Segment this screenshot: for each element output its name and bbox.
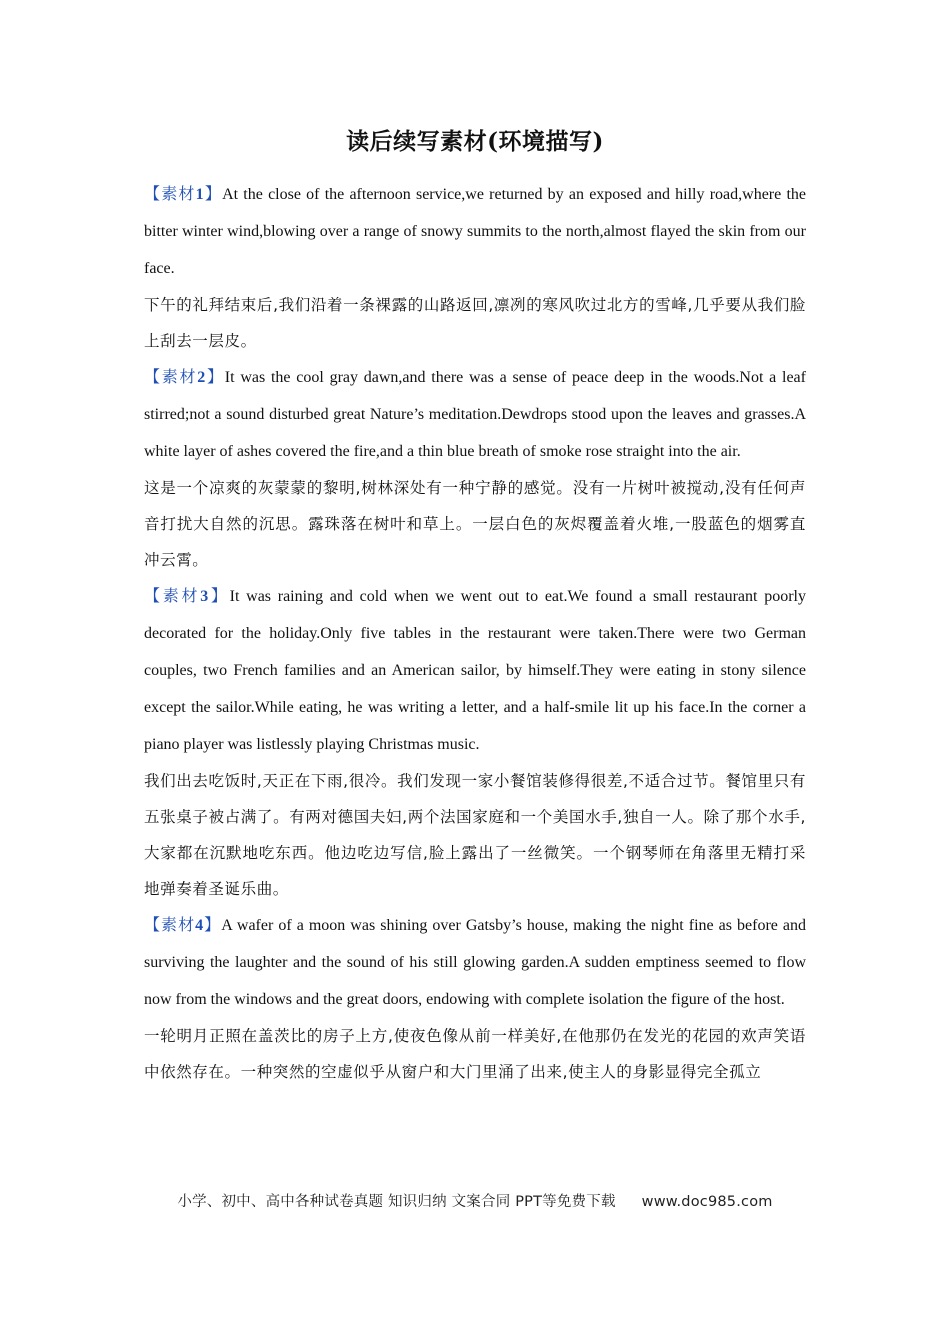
footer-text: 小学、初中、高中各种试卷真题 知识归纳 文案合同 PPT等免费下载	[177, 1194, 616, 1210]
material-1-english-text: At the close of the afternoon service,we returned by an exposed and hilly road,where the bitter winter wind,blowing over a range of snowy summits to the north,almost flayed the skin from our face.	[144, 186, 806, 277]
material-number: 2	[197, 369, 206, 386]
footer-url[interactable]: www.doc985.com	[641, 1194, 773, 1210]
material-2-chinese: 这是一个凉爽的灰蒙蒙的黎明,树林深处有一种宁静的感觉。没有一片树叶被搅动,没有任何声音打扰大自然的沉思。露珠落在树叶和草上。一层白色的灰烬覆盖着火堆,一股蓝色的烟雾直冲云霄。	[144, 479, 806, 569]
page-footer	[0, 1190, 950, 1211]
material-3-english-text: It was raining and cold when we went out to eat.We found a small restaurant poorly decorated for the holiday.Only five tables in the restaurant were taken.There were two German couples, two French families and an American sailor, by himself.They were eating in stony silence except the sailor.While eating, he was writing a letter, and a half-smile lit up his face.In the corner a piano player was listlessly playing Christmas music.	[144, 588, 806, 753]
material-4-english-text: A wafer of a moon was shining over Gatsby’s house, making the night fine as before and surviving the laughter and the sound of his still glowing garden.A sudden emptiness seemed to flow now from the windows and the great doors, endowing with complete isolation the figure of the host.	[144, 917, 806, 1008]
material-2-tag	[144, 369, 225, 386]
page-title: 读后续写素材(环境描写)	[346, 128, 604, 155]
material-tag-close: 】	[205, 369, 225, 386]
material-1-tag	[144, 186, 222, 203]
document-body	[144, 176, 806, 1090]
material-4-chinese: 一轮明月正照在盖茨比的房子上方,使夜色像从前一样美好,在他那仍在发光的花园的欢声笑语中依然存在。一种突然的空虚似乎从窗户和大门里涌了出来,使主人的身影显得完全孤立	[144, 1027, 806, 1081]
material-number: 3	[200, 588, 209, 605]
material-2-english	[144, 359, 806, 470]
material-tag-label: 【素材	[144, 917, 196, 934]
material-number: 4	[195, 917, 204, 934]
material-tag-close: 】	[203, 917, 222, 934]
material-3-tag	[144, 588, 230, 605]
material-4-tag	[144, 917, 221, 934]
material-tag-close: 】	[208, 588, 230, 605]
material-tag-label: 【素材	[144, 186, 196, 203]
material-1-chinese: 下午的礼拜结束后,我们沿着一条裸露的山路返回,凛冽的寒风吹过北方的雪峰,几乎要从我们脸上刮去一层皮。	[144, 296, 806, 350]
material-3-chinese: 我们出去吃饭时,天正在下雨,很冷。我们发现一家小餐馆装修得很差,不适合过节。餐馆里只有五张桌子被占满了。有两对德国夫妇,两个法国家庭和一个美国水手,独自一人。除了那个水手,大家都在沉默地吃东西。他边吃边写信,脸上露出了一丝微笑。一个钢琴师在角落里无精打采地弹奏着圣诞乐曲。	[144, 772, 806, 898]
material-1-english	[144, 176, 806, 287]
material-tag-label: 【素材	[144, 588, 201, 605]
material-4-english	[144, 907, 806, 1018]
material-tag-label: 【素材	[144, 369, 198, 386]
material-number: 1	[195, 186, 204, 203]
material-3-english	[144, 578, 806, 763]
material-tag-close: 】	[203, 186, 223, 203]
material-2-english-text: It was the cool gray dawn,and there was a sense of peace deep in the woods.Not a leaf stirred;not a sound disturbed great Nature’s meditation.Dewdrops stood upon the leaves and grasses.A white layer of ashes covered the fire,and a thin blue breath of smoke rose straight into the air.	[144, 369, 806, 460]
